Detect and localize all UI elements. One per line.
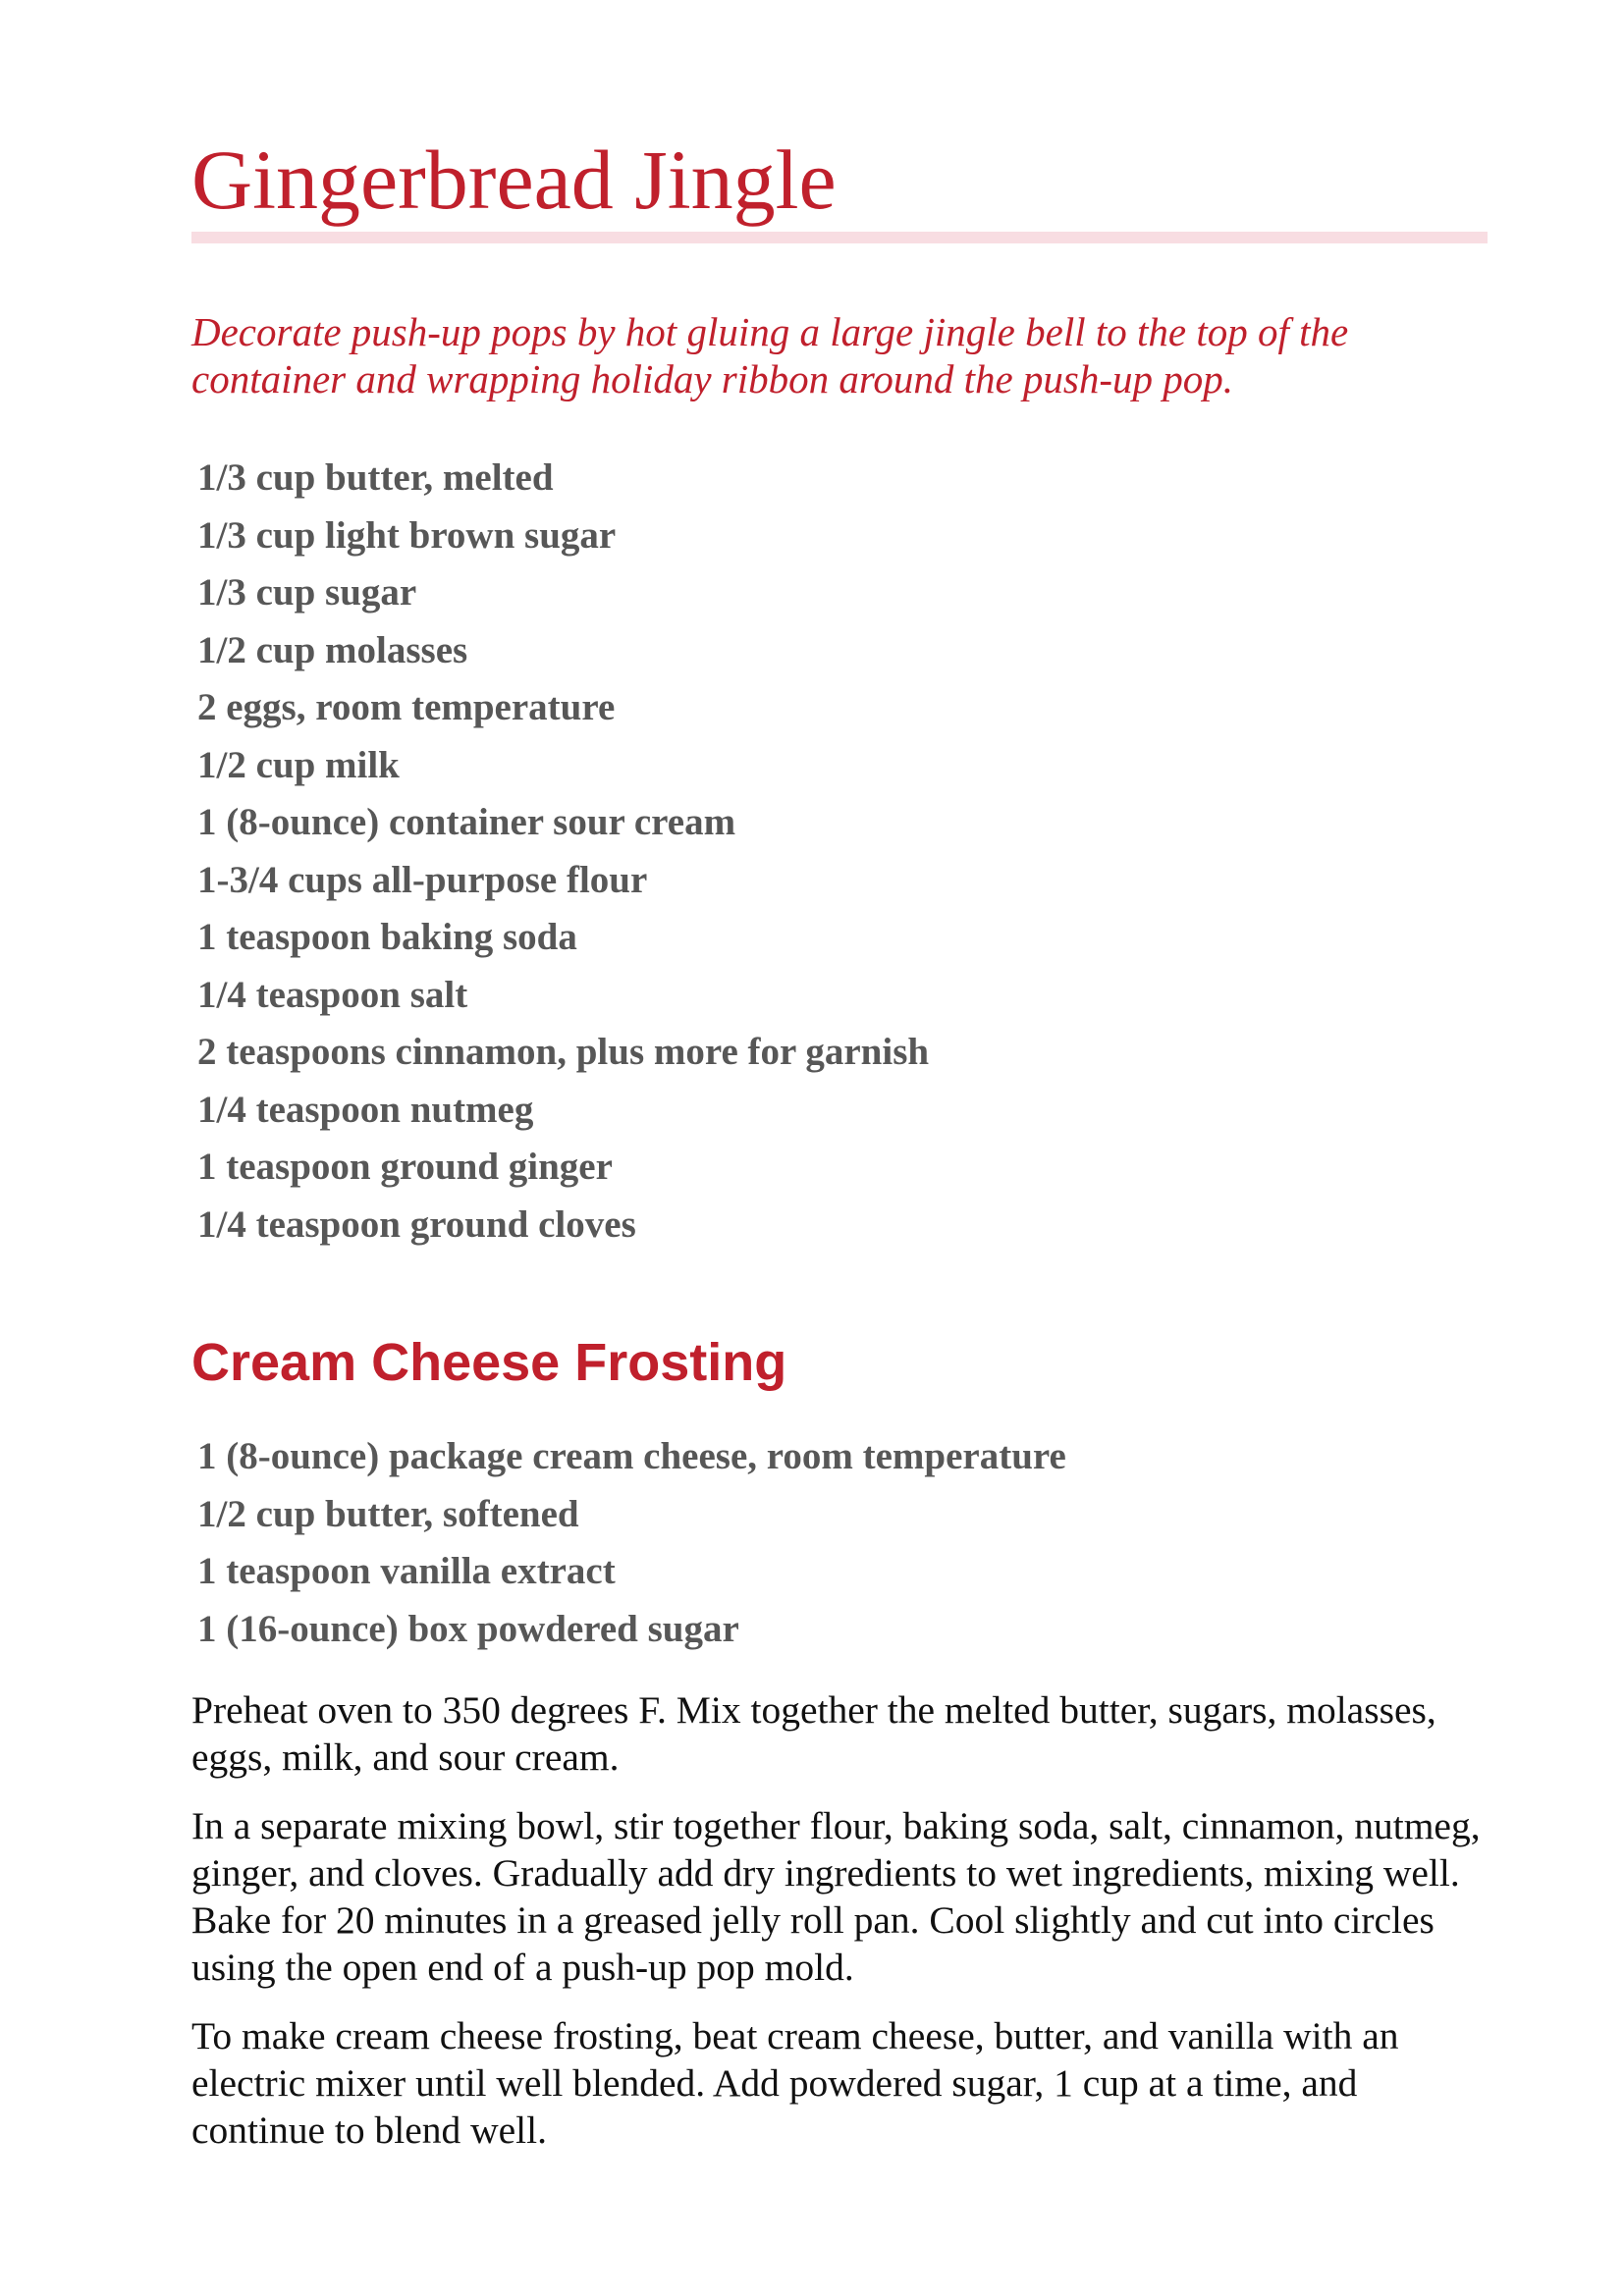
ingredient-list: [197, 450, 929, 1254]
ingredient-item: 1 teaspoon ground ginger: [197, 1146, 613, 1188]
direction-paragraph: In a separate mixing bowl, stir together flour, baking soda, salt, cinnamon, nutmeg, ginger, and cloves. Gradually add dry ingredients to wet ingredients, mixing well. Bake for 20 minutes in a greased jelly roll pan. Cool slightly and cut into circles using the open end of a push-up pop mold.: [191, 1804, 1481, 1989]
ingredient-item: 1/4 teaspoon salt: [197, 973, 468, 1016]
frosting-ingredient-item: 1 teaspoon vanilla extract: [197, 1550, 616, 1592]
directions: [191, 1686, 1492, 2175]
ingredient-item: 1/4 teaspoon nutmeg: [197, 1088, 534, 1131]
frosting-ingredient-item: 1/2 cup butter, softened: [197, 1492, 579, 1535]
ingredient-item: 1/2 cup molasses: [197, 628, 468, 671]
ingredient-item: 1-3/4 cups all-purpose flour: [197, 858, 648, 901]
ingredient-item: 1/3 cup butter, melted: [197, 456, 554, 499]
frosting-ingredient-item: 1 (16-ounce) box powdered sugar: [197, 1607, 739, 1650]
frosting-ingredient-list: [197, 1428, 1066, 1658]
ingredient-item: 1 teaspoon baking soda: [197, 916, 577, 958]
direction-paragraph: Preheat oven to 350 degrees F. Mix together the melted butter, sugars, molasses, eggs, milk, and sour cream.: [191, 1688, 1436, 1779]
frosting-ingredient-item: 1 (8-ounce) package cream cheese, room temperature: [197, 1435, 1066, 1477]
ingredient-item: 1/2 cup milk: [197, 743, 400, 786]
ingredient-item: 2 teaspoons cinnamon, plus more for garnish: [197, 1031, 930, 1073]
recipe-title: Gingerbread Jingle: [191, 133, 837, 227]
direction-paragraph: To make cream cheese frosting, beat cream cheese, butter, and vanilla with an electric mixer until well blended. Add powdered sugar, 1 cup at a time, and continue to blend well.: [191, 2014, 1399, 2152]
frosting-heading: Cream Cheese Frosting: [191, 1333, 787, 1392]
ingredient-item: 1/3 cup light brown sugar: [197, 513, 617, 557]
recipe-intro: Decorate push-up pops by hot gluing a large jingle bell to the top of the container and wrapping holiday ribbon around the push-up pop.: [191, 309, 1349, 401]
title-divider: [191, 232, 1488, 243]
ingredient-item: 1/4 teaspoon ground cloves: [197, 1202, 636, 1246]
ingredient-item: 1/3 cup sugar: [197, 571, 417, 614]
ingredient-item: 1 (8-ounce) container sour cream: [197, 801, 736, 843]
ingredient-item: 2 eggs, room temperature: [197, 686, 616, 728]
